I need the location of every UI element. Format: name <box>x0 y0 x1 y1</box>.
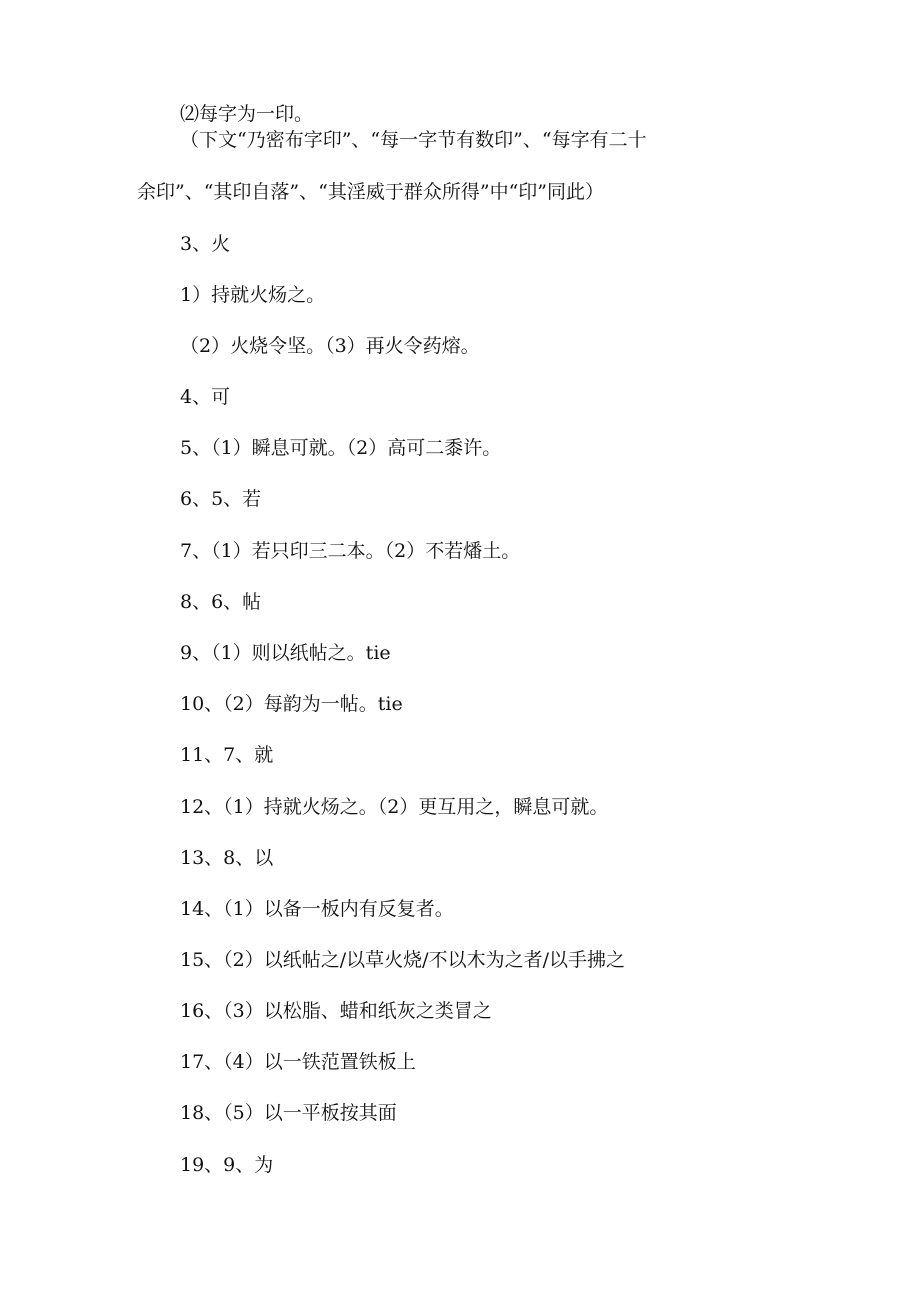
text-line: 7、（1）若只印三二本。（2）不若燔土。 <box>180 540 521 562</box>
text-line: 14、（1）以备一板内有反复者。 <box>180 898 454 920</box>
text-line: 16、（3）以松脂、蜡和纸灰之类冒之 <box>180 1000 492 1022</box>
text-line: 1）持就火炀之。 <box>180 284 326 306</box>
text-line: 12、（1）持就火炀之。（2）更互用之，瞬息可就。 <box>180 796 609 818</box>
text-line: ⑵每字为一印。 <box>180 103 314 125</box>
text-line: 5、（1）瞬息可就。（2）高可二黍许。 <box>180 437 502 459</box>
text-line: 8、6、帖 <box>180 591 262 613</box>
text-line: 4、可 <box>180 386 231 408</box>
text-line: 3、火 <box>180 233 231 255</box>
text-line: 余印”、“其印自落”、“其淫威于群众所得”中“印”同此） <box>137 181 604 203</box>
text-line: 18、（5）以一平板按其面 <box>180 1102 397 1124</box>
text-line: 10、（2）每韵为一帖。tie <box>180 693 403 715</box>
text-line: 9、（1）则以纸帖之。tie <box>180 642 391 664</box>
text-line: 19、9、为 <box>180 1154 274 1176</box>
text-line: 15、（2）以纸帖之/以草火烧/不以木为之者/以手拂之 <box>180 949 625 971</box>
text-line: （2）火烧令坚。（3）再火令药熔。 <box>180 335 480 357</box>
text-line: 17、（4）以一铁范置铁板上 <box>180 1051 416 1073</box>
text-line: 13、8、以 <box>180 847 274 869</box>
text-line: （下文“乃密布字印”、“每一字节有数印”、“每字有二十 <box>180 129 647 151</box>
text-line: 6、5、若 <box>180 488 262 510</box>
text-line: 11、7、就 <box>180 744 274 766</box>
